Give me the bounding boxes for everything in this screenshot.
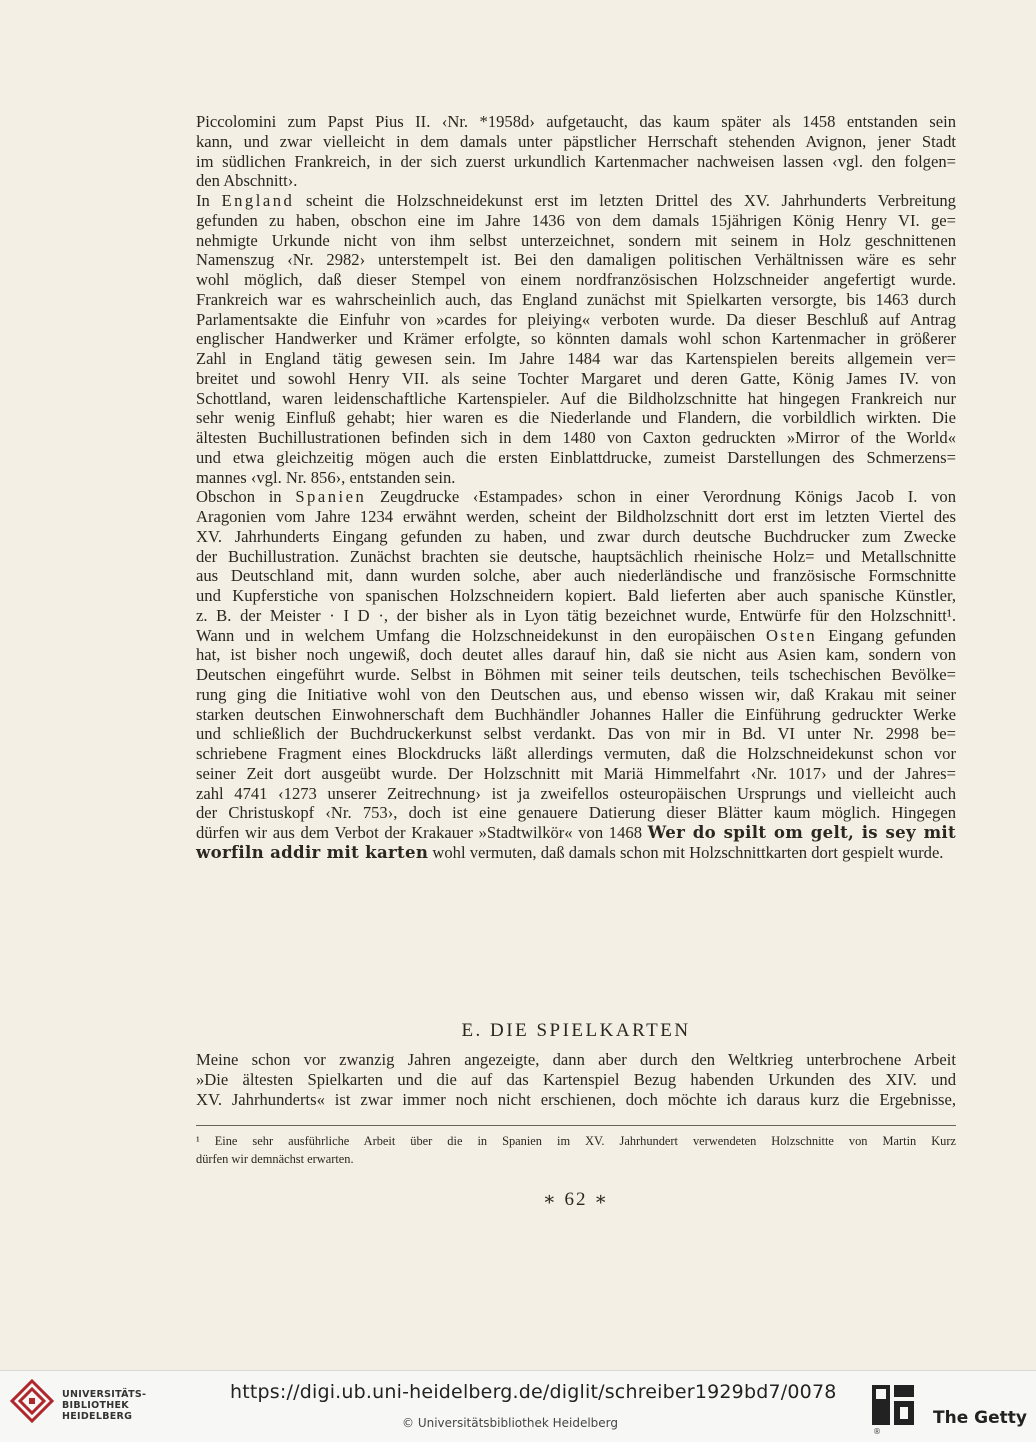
body-line: und etwa gleichzeitig mögen auch die ersten Einblattdrucke, zumeist Darstellungen des Schmerzens=	[196, 447, 956, 467]
body-line: ältesten Buchillustrationen befinden sich in dem 1480 von Caxton gedruckten »Mirror of the World«	[196, 428, 956, 447]
spaced-emphasis: England	[221, 191, 295, 210]
body-line: schriebene Fragment eines Blockdrucks läßt allerdings vermuten, daß die Holzschneidekunst schon vor	[196, 744, 956, 763]
university-library-logo-icon[interactable]	[10, 1379, 54, 1429]
main-text-block	[196, 112, 956, 863]
library-name-line2: BIBLIOTHEK	[62, 1400, 129, 1411]
body-line: Namenszug ‹Nr. 2982› unterstempelt ist. Bei den damaligen politischen Verhältnissen wäre es sehr	[196, 250, 956, 270]
body-line: sehr wenig Einfluß gehabt; hier waren es die Niederlande und Flandern, die vorbildlich wirkten. Die	[196, 408, 956, 428]
viewer-footer	[0, 1370, 1036, 1442]
section-line: XV. Jahrhunderts« ist zwar immer noch nicht erschienen, doch möchte ich daraus kurz die Ergebnisse,	[196, 1089, 956, 1109]
body-line: und Kupferstiche von spanischen Holzschneidern kopiert. Bald lieferten aber auch spanische Künstler,	[196, 586, 956, 605]
body-line: breitet und sowohl Henry VII. als seine Tochter Margaret und deren Gatte, König James IV. von	[196, 368, 956, 388]
body-line: und schließlich der Buchdruckerkunst selbst verdankt. Das von mir in Bd. VI unter Nr. 2998 be=	[196, 724, 956, 744]
body-line: In England scheint die Holzschneidekunst erst im letzten Drittel des XV. Jahrhunderts Verbreitung	[196, 191, 956, 210]
body-line: der Buchillustration. Zunächst brachten sie deutsche, hauptsächlich rheinische Holz= und Metallschnitte	[196, 546, 956, 566]
footnote-line: dürfen wir demnächst erwarten.	[196, 1152, 354, 1166]
spaced-emphasis: Osten	[766, 625, 818, 645]
footnote	[196, 1132, 956, 1168]
spaced-emphasis: Spanien	[295, 487, 367, 507]
body-line: kann, und zwar vielleicht in dem damals unter päpstlicher Herrschaft stehenden Avignon, jener Stadt	[196, 131, 956, 151]
library-name-line3: HEIDELBERG	[62, 1411, 133, 1422]
section-text-block	[196, 1050, 956, 1109]
copyright-notice: © Universitätsbibliothek Heidelberg	[402, 1416, 619, 1430]
body-line: mannes ‹vgl. Nr. 856›, entstanden sein.	[196, 467, 456, 487]
section-line: »Die ältesten Spielkarten und die auf das Kartenspiel Bezug habenden Urkunden des XIV. und	[196, 1069, 956, 1089]
page-number: ∗ 62 ∗	[542, 1189, 610, 1210]
body-line: z. B. der Meister · I D ·, der bisher als in Lyon tätig bezeichnet wurde, Entwürfe für den Holzschnitt¹.	[196, 605, 956, 625]
blackletter-quote: worfiln addir mit karten	[196, 841, 429, 862]
body-line: nehmigte Urkunde nicht von ihm selbst unterzeichnet, sondern mit seinem in Holz geschnittenen	[196, 230, 956, 250]
body-line: starken deutschen Einwohnerschaft dem Buchhändler Johannes Haller die Einführung gedruckter Werke	[196, 704, 956, 724]
body-line: den Abschnitt›.	[196, 171, 298, 191]
body-line: im südlichen Frankreich, in der sich zuerst urkundlich Kartenmacher nachweisen lassen ‹vgl. den folgen=	[196, 151, 956, 171]
footnote-line: ¹ Eine sehr ausführliche Arbeit über die in Spanien im XV. Jahrhundert verwendeten Holzschnitte von Martin Kurz	[196, 1134, 956, 1148]
library-name-line1: UNIVERSITÄTS-	[62, 1389, 147, 1400]
blackletter-quote: Wer do spilt om gelt, is sey mit	[647, 822, 956, 842]
body-line: Parlamentsakte die Einfuhr von »cardes for pleiying« verboten wurde. Da dieser Beschluß auf Antrag	[196, 309, 956, 329]
library-name[interactable]	[62, 1389, 146, 1422]
body-line: aus Deutschland mit, dann wurden solche, aber auch niederländische und französische Formschnitte	[196, 566, 956, 586]
body-line: Deutschen eingeführt wurde. Selbst in Böhmen mit seiner teils deutschen, teils tschechischen Bevölke=	[196, 665, 956, 684]
getty-logo-icon[interactable]	[870, 1383, 916, 1427]
body-line: seiner Zeit dort ausgeübt wurde. Der Holzschnitt mit Mariä Himmelfahrt ‹Nr. 1017› und der Jahres=	[196, 763, 956, 783]
partner-name[interactable]: The Getty	[933, 1408, 1027, 1428]
footnote-rule	[196, 1125, 956, 1126]
body-line: englischer Handwerker und Krämer erfolgte, so könnten damals wohl schon Kartenmacher in größerer	[196, 329, 956, 349]
registered-mark: ®	[873, 1427, 881, 1436]
body-line: Zahl in England tätig gewesen sein. Im Jahre 1484 war das Kartenspielen bereits allgemein ver=	[196, 349, 956, 368]
body-line: Obschon in Spanien Zeugdrucke ‹Estampades› schon in einer Verordnung Königs Jacob I. von	[196, 487, 956, 507]
body-line: zahl 4741 ‹1273 unserer Zeitrechnung› ist ja zweifellos osteuropäischen Ursprungs und vielleicht auch	[196, 783, 956, 803]
body-line: hat, ist bisher noch ungewiß, doch deutet alles darauf hin, daß sie nicht aus Asien kam, sondern von	[196, 645, 956, 665]
body-line: Piccolomini zum Papst Pius II. ‹Nr. *1958d› aufgetaucht, das kaum später als 1458 entstanden sein	[196, 112, 956, 131]
permalink-url[interactable]: https://digi.ub.uni-heidelberg.de/diglit/schreiber1929bd7/0078	[230, 1381, 837, 1403]
section-heading: E. DIE SPIELKARTEN	[461, 1020, 691, 1041]
body-line: rung ging die Initiative wohl von den Deutschen aus, und ebenso wissen wir, daß Krakau mit seiner	[196, 684, 956, 704]
body-line: XV. Jahrhunderts Eingang gefunden zu haben, und zwar durch deutsche Buchdrucker zum Zwecke	[196, 526, 956, 546]
body-line: Aragonien vom Jahre 1234 erwähnt werden, scheint der Bildholzschnitt dort erst im letzten Viertel des	[196, 507, 956, 526]
body-line: wohl möglich, daß dieser Stempel von einem nordfranzösischen Holzschneider angefertigt wurde.	[196, 270, 956, 289]
body-line: Frankreich war es wahrscheinlich auch, das England zunächst mit Spielkarten versorgte, bis 1463 durch	[196, 289, 956, 309]
body-line: gefunden zu haben, obschon eine im Jahre 1436 von dem damals 15jährigen König Henry VI. ge=	[196, 210, 956, 230]
body-line: worfiln addir mit karten wohl vermuten, daß damals schon mit Holzschnittkarten dort gespielt wurde.	[196, 841, 944, 862]
body-line: dürfen wir aus dem Verbot der Krakauer »Stadtwilkör« von 1468 Wer do spilt om gelt, is sey mit	[196, 822, 956, 842]
body-line: Wann und in welchem Umfang die Holzschneidekunst in den europäischen Osten Eingang gefunden	[196, 625, 956, 645]
section-line: Meine schon vor zwanzig Jahren angezeigte, dann aber durch den Weltkrieg unterbrochene Arbeit	[196, 1050, 956, 1069]
body-line: der Christuskopf ‹Nr. 753›, doch ist eine genauere Datierung dieser Blätter kaum möglich. Hingegen	[196, 803, 956, 823]
body-line: Schottland, waren leidenschaftliche Kartenspieler. Auf die Bildholzschnitte hat hingegen Frankreich nur	[196, 388, 956, 408]
